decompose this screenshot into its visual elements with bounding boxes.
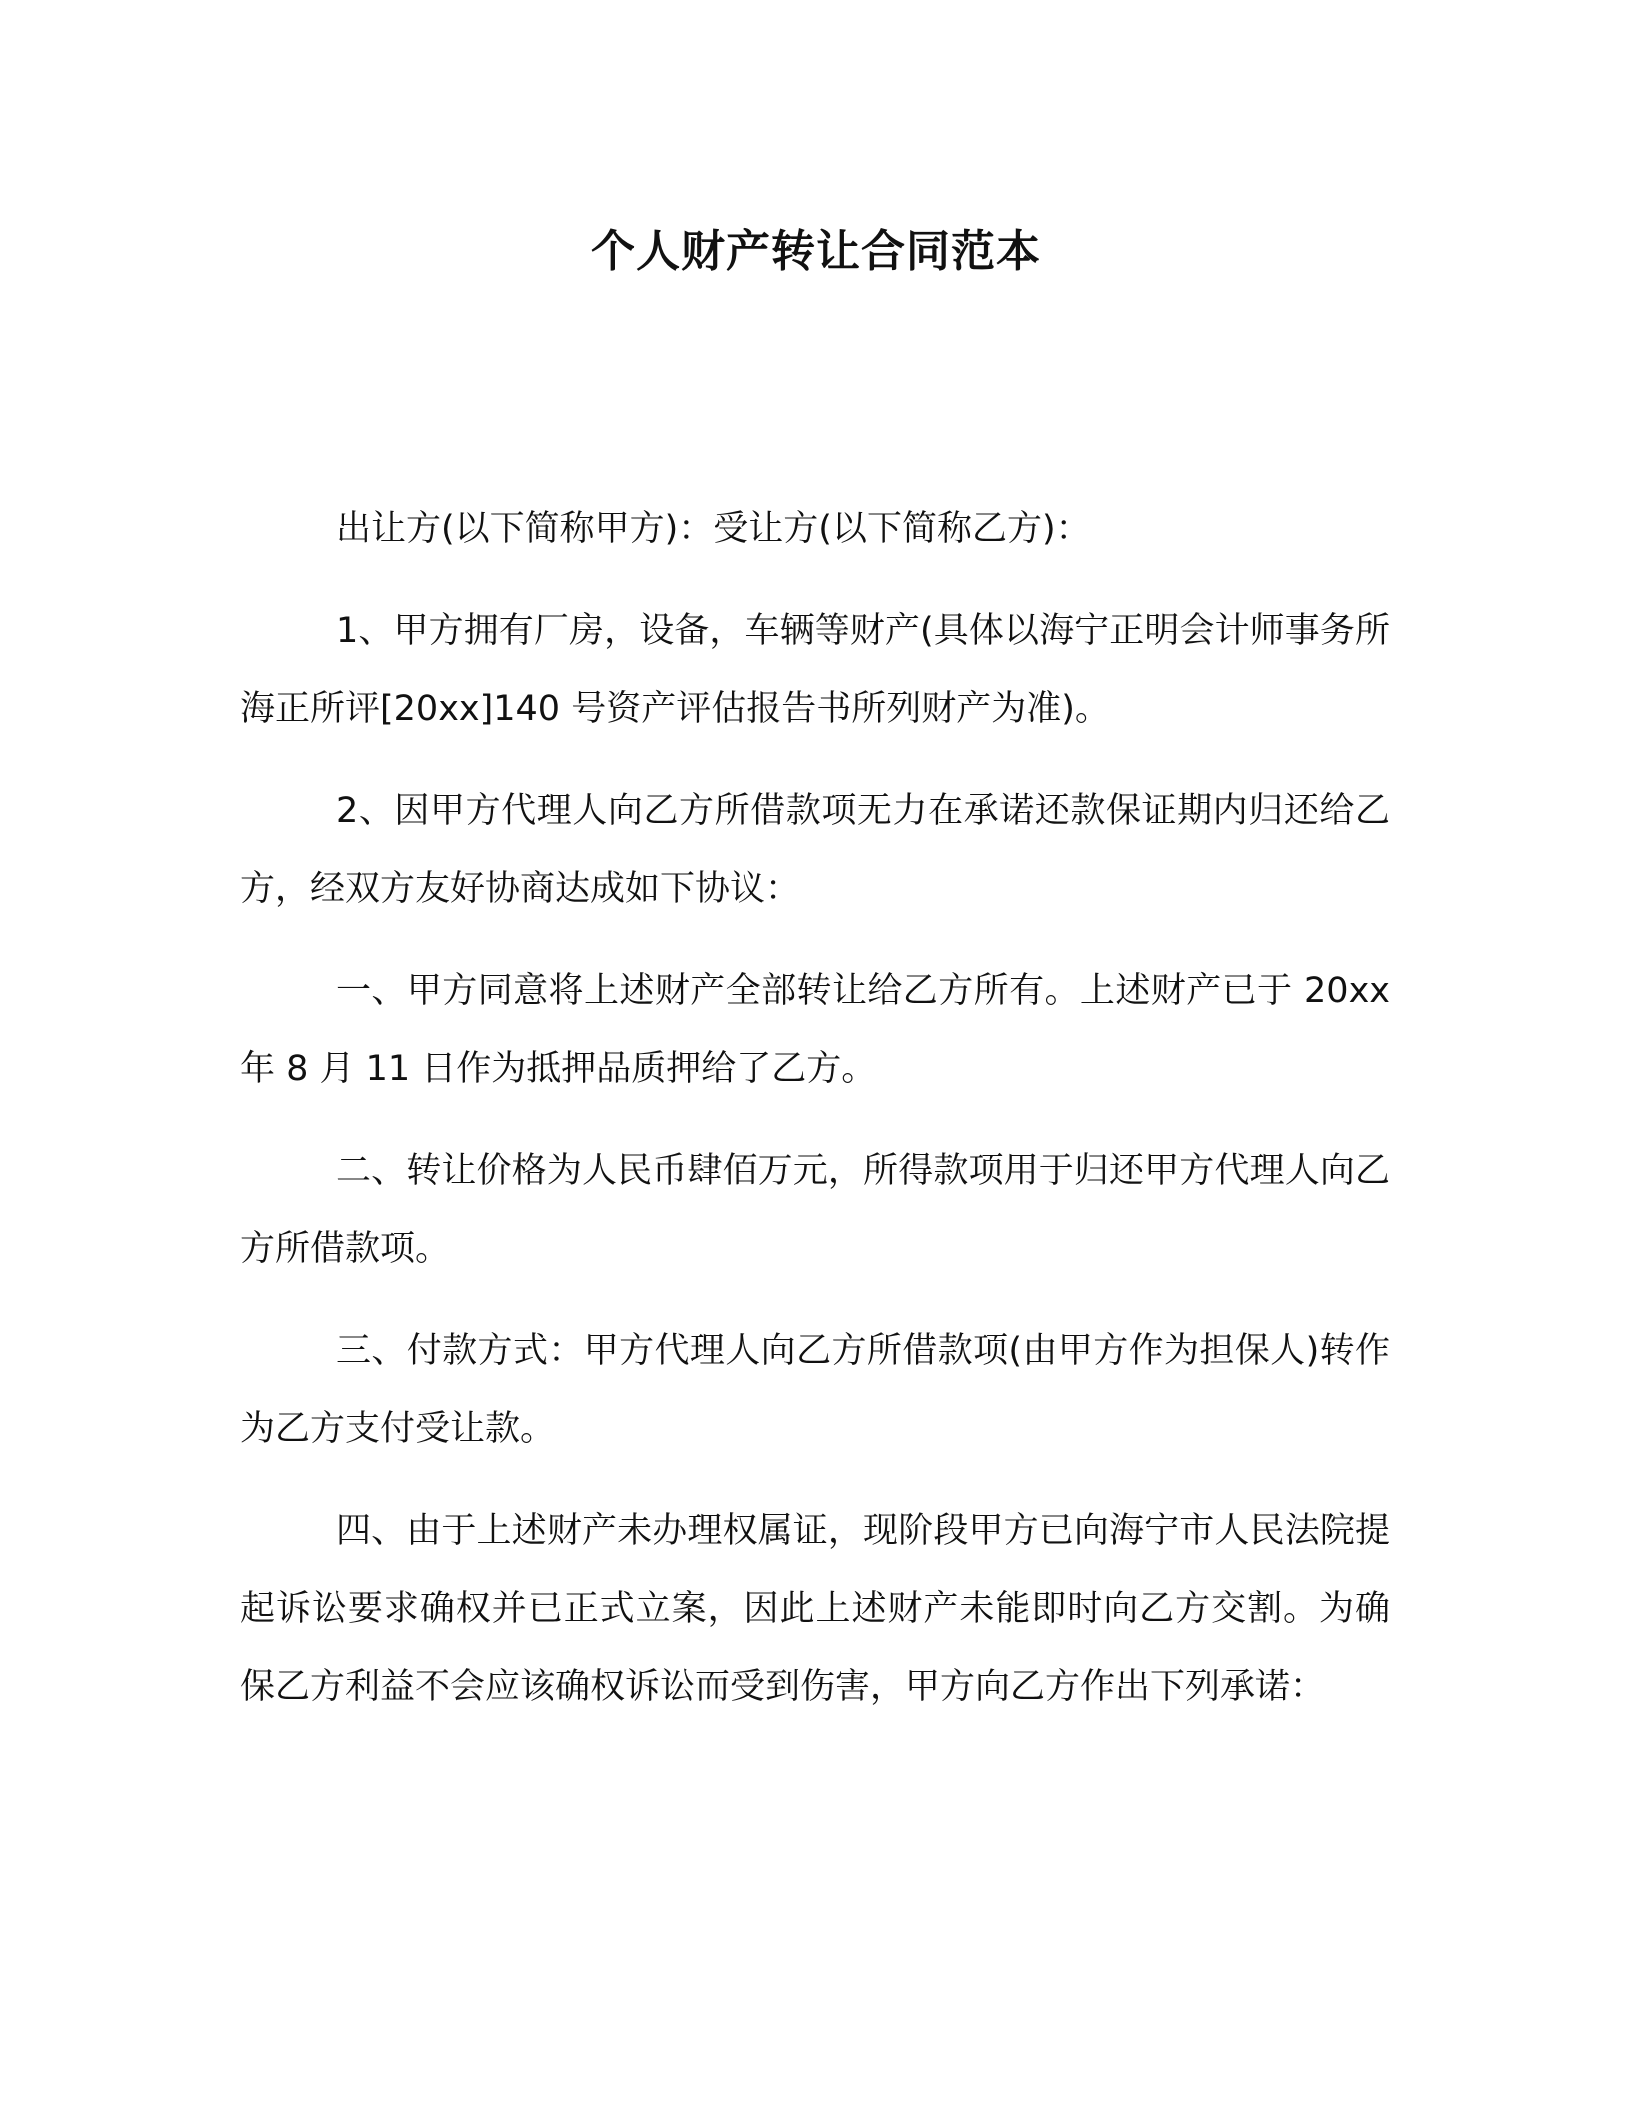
paragraph-article-3: 三、付款方式：甲方代理人向乙方所借款项(由甲方作为担保人)转作为乙方支付受让款。 (240, 1331, 1390, 1449)
paragraph-article-1: 一、甲方同意将上述财产全部转让给乙方所有。上述财产已于 20xx 年 8 月 11 日作为抵押品质押给了乙方。 (240, 971, 1390, 1089)
paragraph-clause-2: 2、因甲方代理人向乙方所借款项无力在承诺还款保证期内归还给乙方，经双方友好协商达成如下协议： (240, 791, 1390, 909)
paragraph-article-2: 二、转让价格为人民币肆佰万元，所得款项用于归还甲方代理人向乙方所借款项。 (240, 1151, 1390, 1269)
paragraph-article-4: 四、由于上述财产未办理权属证，现阶段甲方已向海宁市人民法院提起诉讼要求确权并已正式立案，因此上述财产未能即时向乙方交割。为确保乙方利益不会应该确权诉讼而受到伤害，甲方向乙方作出下列承诺： (240, 1511, 1390, 1707)
paragraph-clause-1: 1、甲方拥有厂房，设备，车辆等财产(具体以海宁正明会计师事务所海正所评[20xx]140 号资产评估报告书所列财产为准)。 (240, 611, 1390, 729)
document-title: 个人财产转让合同范本 (591, 226, 1041, 277)
document-body (240, 490, 1390, 1750)
paragraph-parties: 出让方(以下简称甲方)：受让方(以下简称乙方)： (336, 509, 1091, 549)
